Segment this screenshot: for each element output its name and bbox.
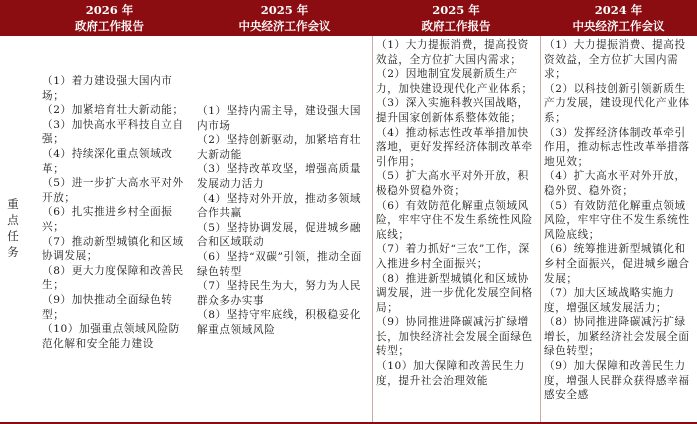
- list-item: （9）加快推动全面绿色转型；: [42, 293, 173, 321]
- list-item: （8）推进新型城镇化和区域协调发展，进一步优化发展空间格局；: [376, 272, 533, 314]
- header-year: 2025 年: [432, 3, 480, 17]
- list-item: （3）加快高水平科技自立自强；: [42, 118, 184, 146]
- col-2025-gov-report: [376, 38, 534, 388]
- header-title: 政府工作报告: [421, 19, 491, 33]
- list-item: （5）扩大高水平对外开放，积极稳外贸稳外资；: [376, 170, 529, 197]
- list-item: （4）坚持对外开放，推动多领域合作共赢: [197, 192, 362, 220]
- list-item: （1）大力提振消费，提高投资效益，全方位扩大国内需求；: [376, 39, 529, 66]
- header-col-1: [22, 0, 197, 36]
- list-item: （9）加大保障和改善民生力度，增强人民群众获得感幸福感安全感: [544, 360, 690, 402]
- header-col-2: [197, 0, 372, 36]
- list-item: （2）坚持创新驱动，加紧培育壮大新动能: [197, 134, 362, 161]
- list-item: （3）坚持改革攻坚，增强高质量发展动力活力: [197, 163, 362, 190]
- table-header: [0, 0, 697, 36]
- col-2025-central-econ: [197, 104, 363, 338]
- list-item: （6）有效防范化解重点领域风险，牢牢守住不发生系统性风险底线；: [376, 199, 533, 241]
- col-2024-central-econ: [544, 38, 694, 403]
- list-item: （6）坚持“双碳”引领，推动全面绿色转型: [197, 250, 362, 278]
- list-item: （8）更大力度保障和改善民生；: [42, 264, 184, 292]
- list-item: （10）加大保障和改善民生力度，提升社会治理效能: [376, 360, 526, 387]
- header-title: 政府工作报告: [75, 19, 144, 33]
- list-item: （7）着力抓好“三农”工作，深入推进乡村全面振兴；: [376, 243, 530, 270]
- list-item: （2）以科技创新引领新质生产力发展，建设现代化产业体系；: [544, 82, 690, 124]
- list-item: （4）扩大高水平对外开放，稳外贸、稳外资；: [544, 170, 686, 197]
- list-item: （7）坚持民生为大，努力为人民群众多办实事: [197, 280, 362, 307]
- list-item: （2）因地制宜发展新质生产力，加快建设现代化产业体系；: [376, 68, 533, 95]
- list-item: （6）统筹推进新型城镇化和乡村全面振兴，促进城乡融合发展；: [544, 243, 690, 285]
- list-item: （7）加大区域战略实施力度，增强区域发展活力；: [544, 287, 675, 314]
- list-item: （6）扎实推进乡村全面振兴；: [42, 206, 173, 233]
- list-item: （5）坚持协调发展，促进城乡融合和区域联动: [197, 221, 362, 249]
- column-divider: [372, 36, 373, 424]
- header-year: 2025 年: [260, 3, 309, 17]
- col-2026-gov-report: [42, 74, 186, 351]
- header-title: 中央经济工作会议: [238, 19, 331, 33]
- list-item: （10）加强重点领域风险防范化解和安全能力建设: [42, 323, 180, 350]
- list-item: （5）有效防范化解重点领域风险，牢牢守住不发生系统性风险底线；: [544, 199, 690, 241]
- list-item: （1）坚持内需主导，建设强大国内市场: [197, 105, 362, 132]
- list-item: （4）持续深化重点领域改革；: [42, 147, 173, 175]
- list-item: （4）推动标志性改革举措加快落地，更好发挥经济体制改革牵引作用；: [376, 126, 533, 168]
- column-divider: [540, 36, 541, 424]
- list-item: （5）进一步扩大高水平对外开放；: [42, 177, 184, 204]
- list-item: （1）着力建设强大国内市场；: [42, 75, 173, 102]
- header-year: 2024 年: [594, 3, 643, 17]
- list-item: （8）协同推进降碳减污扩绿增长，加紧经济社会发展全面绿色转型；: [544, 316, 690, 358]
- list-item: （1）大力提振消费、提高投资效益，全方位扩大国内需求；: [544, 39, 686, 81]
- list-item: （8）坚持守牢底线，积极稳妥化解重点领域风险: [197, 309, 362, 336]
- list-item: （3）深入实施科教兴国战略，提升国家创新体系整体效能；: [376, 97, 529, 124]
- header-title: 中央经济工作会议: [572, 19, 665, 33]
- list-item: （2）加紧培育壮大新动能；: [42, 104, 184, 117]
- list-item: （9）协同推进降碳减污扩绿增长，加快经济社会发展全面绿色转型；: [376, 316, 533, 358]
- header-col-3: [372, 0, 540, 36]
- list-item: （7）推动新型城镇化和区域协调发展；: [42, 235, 184, 263]
- header-year: 2026 年: [85, 3, 134, 17]
- list-item: （3）发挥经济体制改革牵引作用，推动标志性改革举措落地见效；: [544, 126, 690, 168]
- row-label-key-tasks: 重 点 任 务: [7, 197, 19, 259]
- header-col-4: [540, 0, 697, 36]
